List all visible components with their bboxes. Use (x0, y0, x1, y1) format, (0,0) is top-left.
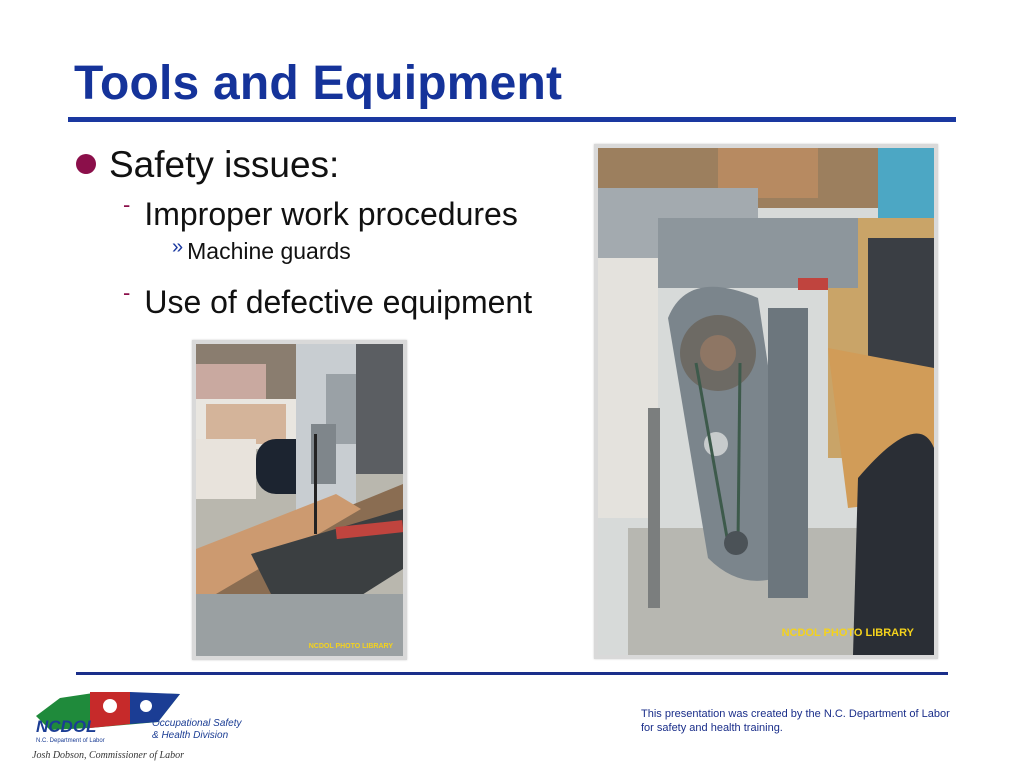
bullet-text: Machine guards (187, 238, 351, 264)
bullet-defective-equipment (123, 280, 533, 321)
photo-caption: NCDOL PHOTO LIBRARY (781, 627, 914, 639)
bullet-text: Safety issues: (109, 144, 340, 185)
double-chevron-icon: » (172, 236, 184, 258)
ncdol-logo-graphic (30, 688, 270, 764)
slide-title: Tools and Equipment (74, 57, 563, 110)
bullet-machine-guards (172, 238, 351, 265)
bullet-improper-procedures (123, 192, 518, 233)
dash-icon: - (123, 280, 131, 305)
bullet-text: Improper work procedures (144, 196, 518, 232)
machine-belt-image (598, 148, 934, 655)
bullet-safety-issues (76, 144, 339, 186)
logo-division-line1: Occupational Safety (152, 718, 242, 729)
bullet-text: Use of defective equipment (144, 284, 533, 320)
bullet-dot-icon (76, 154, 96, 174)
logo-commissioner: Josh Dobson, Commissioner of Labor (32, 750, 184, 761)
dash-icon: - (123, 192, 131, 217)
photo-caption: NCDOL PHOTO LIBRARY (308, 643, 393, 650)
title-divider (68, 117, 956, 122)
band-saw-image (196, 344, 403, 656)
footer-divider (76, 672, 948, 675)
logo-agency: NCDOL (36, 717, 97, 736)
band-saw-photo (192, 340, 407, 660)
logo-agency-sub: N.C. Department of Labor (36, 738, 105, 744)
machine-belt-photo (594, 144, 938, 659)
presentation-credit: This presentation was created by the N.C. Department of Labor for safety and health training. (641, 708, 950, 734)
ncdol-logo (30, 688, 270, 764)
logo-division-line2: & Health Division (152, 730, 229, 741)
